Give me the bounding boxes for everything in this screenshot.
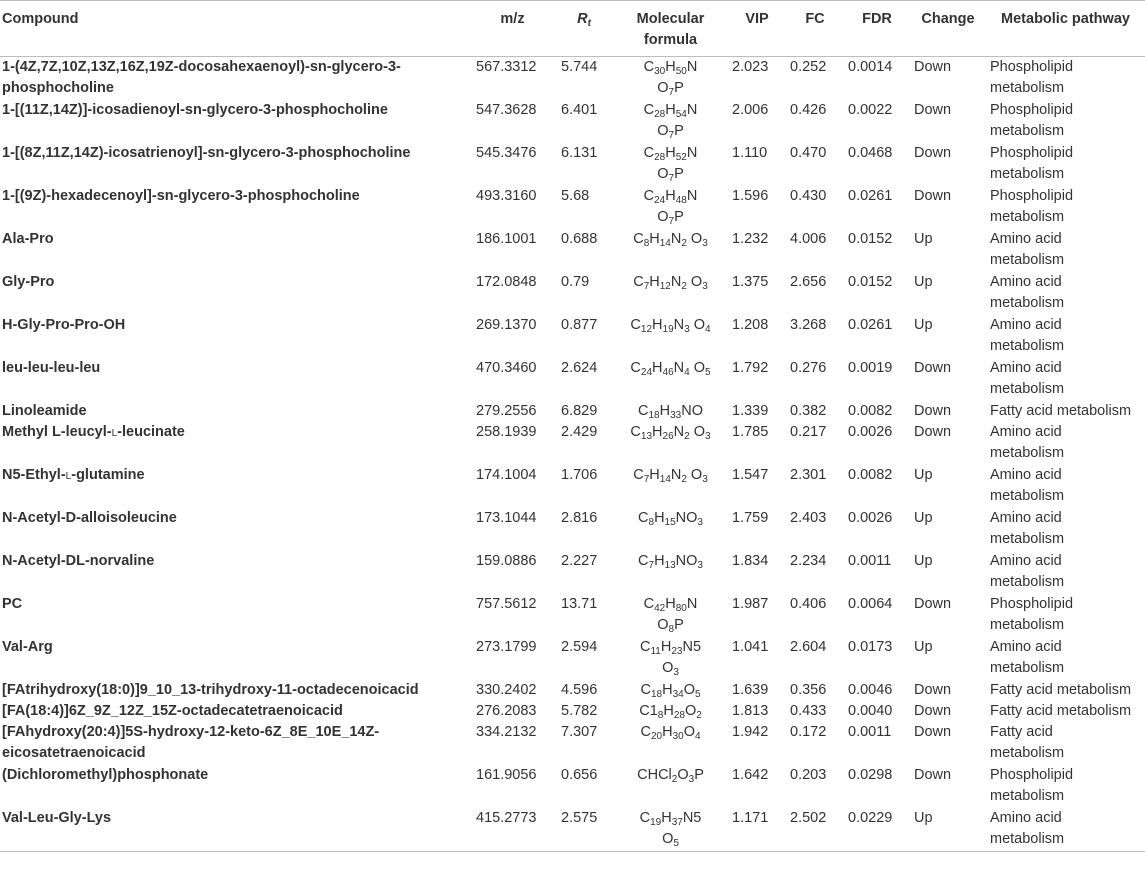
compound-cell: (Dichloromethyl)phosphonate — [2, 767, 209, 783]
rt-cell: 2.624 — [561, 360, 598, 376]
mz-cell: 415.2773 — [476, 810, 537, 826]
fdr-cell: 0.0064 — [848, 596, 893, 612]
formula-cell: $C_8H_{15}NO_3$ — [638, 510, 703, 528]
change-cell: Up — [914, 553, 933, 569]
fdr-cell: 0.0019 — [848, 360, 893, 376]
pathway-cell: Amino acid metabolism — [990, 553, 1065, 590]
pathway-cell: Phospholipid metabolism — [990, 59, 1074, 96]
mz-cell: 330.2402 — [476, 682, 537, 698]
compound-cell: 1-[(9Z)-hexadecenoyl]-sn-glycero-3-phosphocholine — [2, 188, 360, 204]
mz-cell: 470.3460 — [476, 360, 537, 376]
compound-cell: [FA(18:4)]6Z_9Z_12Z_15Z-octadecatetraenoicacid — [2, 703, 343, 719]
compound-cell: [FAhydroxy(20:4)]5S-hydroxy-12-keto-6Z_8E_10E_14Z-eicosatetraenoicacid — [2, 724, 380, 761]
mz-cell: 334.2132 — [476, 724, 537, 740]
vip-cell: 1.547 — [732, 467, 769, 483]
table-row — [0, 422, 1145, 465]
formula-cell: $C_{19}H_{37}N5$ $O_5$ — [639, 810, 702, 849]
table-row — [0, 358, 1145, 401]
pathway-cell: Amino acid metabolism — [990, 467, 1065, 504]
mz-cell: 159.0886 — [476, 553, 537, 569]
fc-cell: 0.433 — [790, 703, 827, 719]
mz-cell: 757.5612 — [476, 596, 537, 612]
vip-cell: 1.208 — [732, 317, 769, 333]
formula-cell: $C_{42}H_{80}N$ $O_8P$ — [643, 596, 698, 635]
compound-cell: H-Gly-Pro-Pro-OH — [2, 317, 126, 333]
table-row — [0, 100, 1145, 143]
pathway-cell: Amino acid metabolism — [990, 231, 1065, 268]
mz-cell: 174.1004 — [476, 467, 537, 483]
mz-cell: 547.3628 — [476, 102, 537, 118]
change-cell: Down — [914, 724, 952, 740]
pathway-cell: Amino acid metabolism — [990, 510, 1065, 547]
rt-cell: 2.575 — [561, 810, 598, 826]
table-row — [0, 508, 1145, 551]
rt-cell: 0.688 — [561, 231, 598, 247]
fdr-cell: 0.0229 — [848, 810, 893, 826]
compound-cell: N-Acetyl-DL-norvaline — [2, 553, 155, 569]
fc-cell: 0.217 — [790, 424, 827, 440]
pathway-cell: Fatty acid metabolism — [990, 403, 1132, 419]
change-cell: Up — [914, 639, 933, 655]
vip-cell: 1.375 — [732, 274, 769, 290]
change-cell: Down — [914, 596, 952, 612]
fc-cell: 0.470 — [790, 145, 827, 161]
fdr-cell: 0.0152 — [848, 231, 893, 247]
change-cell: Down — [914, 703, 952, 719]
formula-cell: $C_8H_{14}N_2$ $O_3$ — [633, 231, 708, 249]
fdr-cell: 0.0011 — [848, 724, 892, 740]
mz-cell: 172.0848 — [476, 274, 537, 290]
table-row — [0, 229, 1145, 272]
rt-cell: 2.594 — [561, 639, 598, 655]
table-row — [0, 272, 1145, 315]
fdr-cell: 0.0022 — [848, 102, 893, 118]
rt-cell: 0.656 — [561, 767, 598, 783]
fc-cell: 0.356 — [790, 682, 827, 698]
pathway-cell: Amino acid metabolism — [990, 639, 1065, 676]
pathway-cell: Phospholipid metabolism — [990, 767, 1074, 804]
vip-cell: 1.785 — [732, 424, 769, 440]
fdr-cell: 0.0261 — [848, 317, 893, 333]
rt-cell: 6.131 — [561, 145, 598, 161]
change-cell: Down — [914, 188, 952, 204]
fc-cell: 0.172 — [790, 724, 827, 740]
table-row — [0, 186, 1145, 229]
compound-cell: N5-Ethyl-l-glutamine — [2, 467, 145, 483]
table-row — [0, 551, 1145, 594]
vip-cell: 1.171 — [732, 810, 769, 826]
fdr-cell: 0.0468 — [848, 145, 893, 161]
table-row — [0, 465, 1145, 508]
table-row — [0, 315, 1145, 358]
compound-cell: PC — [2, 596, 23, 612]
fdr-cell: 0.0082 — [848, 403, 893, 419]
rt-cell: 4.596 — [561, 682, 598, 698]
table-row — [0, 765, 1145, 808]
rt-cell: 0.79 — [561, 274, 590, 290]
formula-cell: $C_7H_{14}N_2$ $O_3$ — [633, 467, 708, 485]
fc-cell: 2.403 — [790, 510, 827, 526]
pathway-cell: Fatty acid metabolism — [990, 703, 1132, 719]
rt-cell: 13.71 — [561, 596, 598, 612]
table-row — [0, 680, 1145, 701]
formula-cell: $C_7H_{12}N_2$ $O_3$ — [633, 274, 708, 292]
formula-cell: $C_7H_{13}NO_3$ — [638, 553, 703, 571]
rt-cell: 2.429 — [561, 424, 598, 440]
header-formula: Molecular formula — [636, 11, 705, 48]
fdr-cell: 0.0026 — [848, 510, 893, 526]
header-pathway: Metabolic pathway — [1001, 11, 1130, 27]
formula-cell: $C_{28}H_{52}N$ $O_7P$ — [643, 145, 698, 184]
pathway-cell: Amino acid metabolism — [990, 424, 1065, 461]
change-cell: Down — [914, 682, 952, 698]
mz-cell: 173.1044 — [476, 510, 537, 526]
rt-cell: 0.877 — [561, 317, 598, 333]
vip-cell: 1.834 — [732, 553, 769, 569]
fc-cell: 2.656 — [790, 274, 827, 290]
fc-cell: 0.252 — [790, 59, 827, 75]
fc-cell: 2.301 — [790, 467, 827, 483]
rt-cell: 1.706 — [561, 467, 598, 483]
change-cell: Down — [914, 360, 952, 376]
rt-cell: 2.816 — [561, 510, 598, 526]
fdr-cell: 0.0173 — [848, 639, 893, 655]
rt-cell: 5.744 — [561, 59, 598, 75]
table-row — [0, 401, 1145, 422]
formula-cell: $C_{28}H_{54}N$ $O_7P$ — [643, 102, 698, 141]
vip-cell: 1.339 — [732, 403, 769, 419]
formula-cell: $CHCl_2O_3P$ — [637, 767, 704, 785]
compound-cell: Ala-Pro — [2, 231, 54, 247]
table-body — [0, 57, 1145, 852]
table-row — [0, 701, 1145, 722]
formula-cell: $C_{11}H_{23}N5$ $O_3$ — [639, 639, 702, 678]
fc-cell: 2.502 — [790, 810, 827, 826]
change-cell: Up — [914, 510, 933, 526]
fc-cell: 0.406 — [790, 596, 827, 612]
table-row — [0, 594, 1145, 637]
change-cell: Down — [914, 145, 952, 161]
header-fc: FC — [805, 11, 825, 27]
formula-cell: $C_{18}H_{34}O_5$ — [640, 682, 701, 700]
rt-cell: 5.782 — [561, 703, 598, 719]
pathway-cell: Amino acid metabolism — [990, 317, 1065, 354]
change-cell: Down — [914, 767, 952, 783]
fc-cell: 3.268 — [790, 317, 827, 333]
pathway-cell: Phospholipid metabolism — [990, 188, 1074, 225]
header-mz: m/z — [500, 11, 525, 27]
pathway-cell: Phospholipid metabolism — [990, 102, 1074, 139]
vip-cell: 1.987 — [732, 596, 769, 612]
formula-cell: $C_{24}H_{48}N$ $O_7P$ — [643, 188, 698, 227]
change-cell: Down — [914, 424, 952, 440]
change-cell: Down — [914, 59, 952, 75]
compound-cell: N-Acetyl-D-alloisoleucine — [2, 510, 177, 526]
compound-cell: Methyl L-leucyl-l-leucinate — [2, 424, 185, 440]
vip-cell: 1.759 — [732, 510, 769, 526]
pathway-cell: Phospholipid metabolism — [990, 145, 1074, 182]
compound-cell: Val-Leu-Gly-Lys — [2, 810, 112, 826]
change-cell: Down — [914, 403, 952, 419]
fc-cell: 0.382 — [790, 403, 827, 419]
vip-cell: 1.813 — [732, 703, 769, 719]
formula-cell: $C_{12}H_{19}N_3$ $O_4$ — [630, 317, 711, 335]
fdr-cell: 0.0026 — [848, 424, 893, 440]
table-row — [0, 808, 1145, 852]
header-fdr: FDR — [862, 11, 892, 27]
change-cell: Down — [914, 102, 952, 118]
header-compound: Compound — [2, 11, 79, 27]
header-rt — [555, 1, 613, 57]
change-cell: Up — [914, 317, 933, 333]
formula-cell: $C_{30}H_{50}N$ $O_7P$ — [643, 59, 698, 98]
header-change: Change — [921, 11, 975, 27]
fc-cell: 0.426 — [790, 102, 827, 118]
formula-cell: $C1_8H_{28}O_2$ — [639, 703, 702, 721]
fdr-cell: 0.0082 — [848, 467, 893, 483]
fdr-cell: 0.0298 — [848, 767, 893, 783]
fc-cell: 4.006 — [790, 231, 827, 247]
pathway-cell: Fatty acid metabolism — [990, 682, 1132, 698]
vip-cell: 1.942 — [732, 724, 769, 740]
fc-cell: 0.430 — [790, 188, 827, 204]
mz-cell: 545.3476 — [476, 145, 537, 161]
compound-cell: Gly-Pro — [2, 274, 55, 290]
vip-cell: 1.110 — [732, 145, 768, 161]
mz-cell: 279.2556 — [476, 403, 537, 419]
formula-cell: $C_{13}H_{26}N_2$ $O_3$ — [630, 424, 711, 442]
compound-cell: 1-[(8Z,11Z,14Z)-icosatrienoyl]-sn-glycero-3-phosphocholine — [2, 145, 411, 161]
compound-cell: [FAtrihydroxy(18:0)]9_10_13-trihydroxy-11-octadecenoicacid — [2, 682, 419, 698]
header-rt-sub: t — [587, 18, 591, 29]
compound-cell: leu-leu-leu-leu — [2, 360, 101, 376]
fc-cell: 0.203 — [790, 767, 827, 783]
fdr-cell: 0.0152 — [848, 274, 893, 290]
fdr-cell: 0.0040 — [848, 703, 893, 719]
fc-cell: 0.276 — [790, 360, 827, 376]
vip-cell: 2.023 — [732, 59, 769, 75]
pathway-cell: Fatty acid metabolism — [990, 724, 1065, 761]
fdr-cell: 0.0261 — [848, 188, 893, 204]
fdr-cell: 0.0046 — [848, 682, 893, 698]
vip-cell: 1.041 — [732, 639, 769, 655]
rt-cell: 2.227 — [561, 553, 598, 569]
mz-cell: 567.3312 — [476, 59, 537, 75]
compound-cell: 1-(4Z,7Z,10Z,13Z,16Z,19Z-docosahexaenoyl)-sn-glycero-3-phosphocholine — [2, 59, 401, 96]
vip-cell: 1.596 — [732, 188, 769, 204]
change-cell: Up — [914, 231, 933, 247]
rt-cell: 6.829 — [561, 403, 598, 419]
mz-cell: 161.9056 — [476, 767, 537, 783]
compound-cell: Val-Arg — [2, 639, 53, 655]
fdr-cell: 0.0014 — [848, 59, 893, 75]
fdr-cell: 0.0011 — [848, 553, 892, 569]
fc-cell: 2.234 — [790, 553, 827, 569]
table-row — [0, 143, 1145, 186]
vip-cell: 1.642 — [732, 767, 769, 783]
change-cell: Up — [914, 467, 933, 483]
formula-cell: $C_{18}H_{33}NO$ — [638, 403, 703, 421]
header-rt-letter: R — [577, 11, 588, 27]
vip-cell: 1.639 — [732, 682, 769, 698]
rt-cell: 7.307 — [561, 724, 598, 740]
compound-cell: 1-[(11Z,14Z)]-icosadienoyl-sn-glycero-3-phosphocholine — [2, 102, 388, 118]
rt-cell: 6.401 — [561, 102, 598, 118]
mz-cell: 273.1799 — [476, 639, 537, 655]
pathway-cell: Amino acid metabolism — [990, 360, 1065, 397]
compound-cell: Linoleamide — [2, 403, 87, 419]
pathway-cell: Phospholipid metabolism — [990, 596, 1074, 633]
pathway-cell: Amino acid metabolism — [990, 810, 1065, 847]
vip-cell: 1.792 — [732, 360, 769, 376]
mz-cell: 186.1001 — [476, 231, 537, 247]
table-row — [0, 637, 1145, 680]
rt-cell: 5.68 — [561, 188, 590, 204]
header-vip: VIP — [745, 11, 769, 27]
mz-cell: 493.3160 — [476, 188, 537, 204]
fc-cell: 2.604 — [790, 639, 827, 655]
formula-cell: $C_{24}H_{46}N_4$ $O_5$ — [630, 360, 711, 378]
mz-cell: 269.1370 — [476, 317, 537, 333]
change-cell: Up — [914, 274, 933, 290]
table-row — [0, 57, 1145, 101]
mz-cell: 276.2083 — [476, 703, 537, 719]
table-row — [0, 722, 1145, 765]
vip-cell: 1.232 — [732, 231, 769, 247]
formula-cell: $C_{20}H_{30}O_4$ — [640, 724, 701, 742]
change-cell: Up — [914, 810, 933, 826]
table-header-row — [0, 1, 1145, 57]
mz-cell: 258.1939 — [476, 424, 537, 440]
vip-cell: 2.006 — [732, 102, 769, 118]
pathway-cell: Amino acid metabolism — [990, 274, 1065, 311]
